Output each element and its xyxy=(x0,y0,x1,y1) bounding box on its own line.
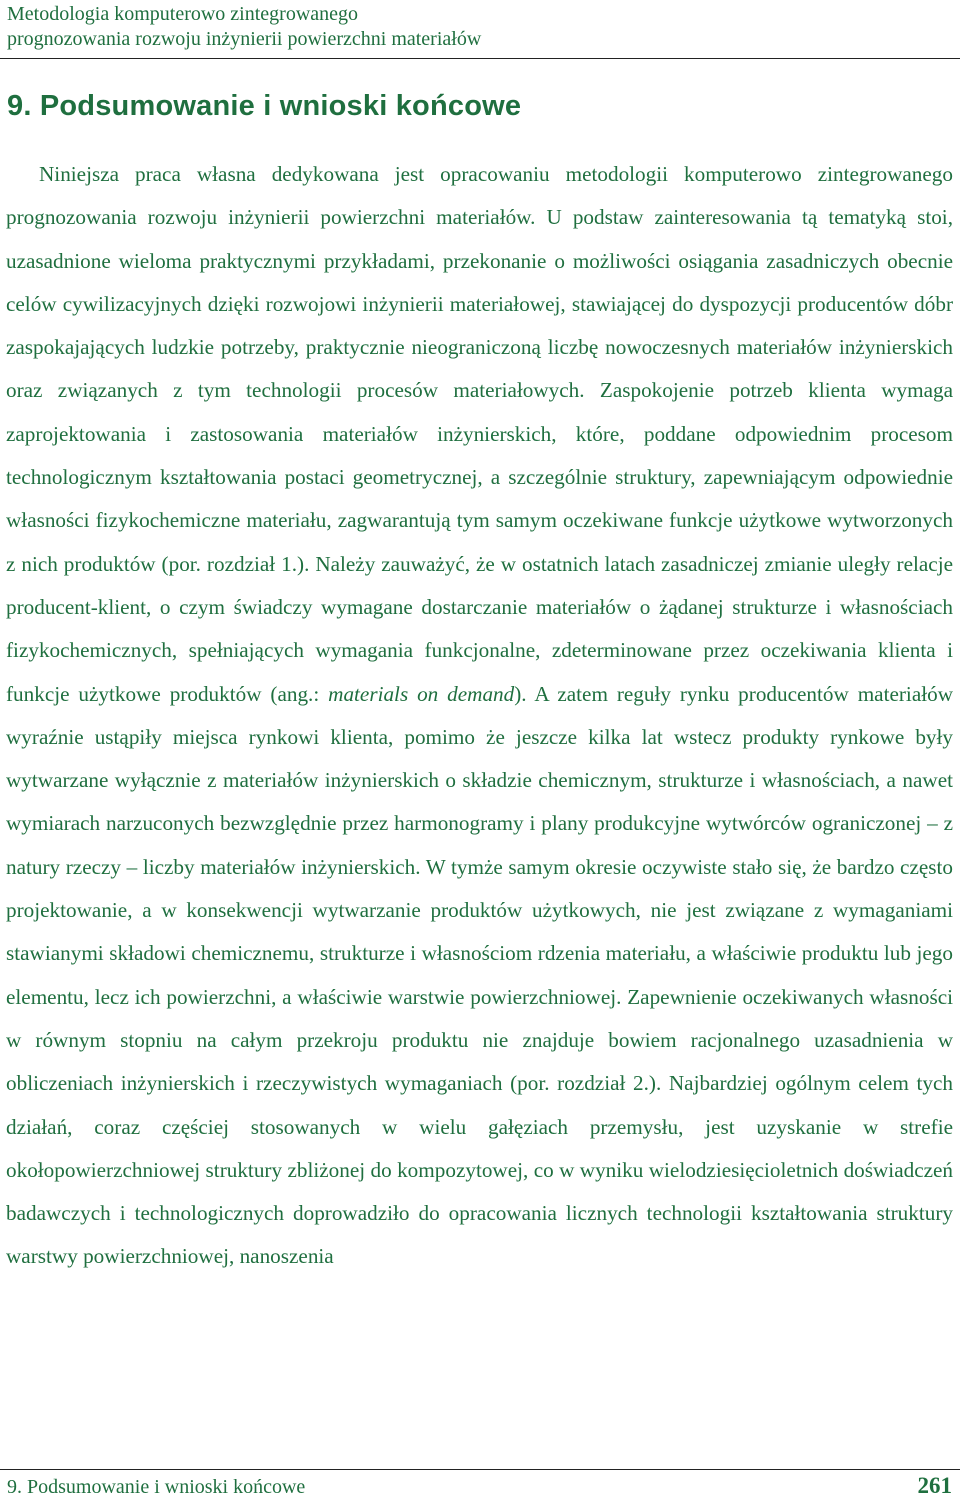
header-divider xyxy=(0,58,960,59)
footer-section-title: 9. Podsumowanie i wnioski końcowe xyxy=(7,1476,306,1498)
running-header-line-1: Metodologia komputerowo zintegrowanego xyxy=(7,3,359,25)
running-header-line-2: prognozowania rozwoju inżynierii powierzchni materiałów xyxy=(7,28,482,50)
paragraph-text-part-1: Niniejsza praca własna dedykowana jest opracowaniu metodologii komputerowo zintegrowanego prognozowania rozwoju inżynierii powierzchni materiałów. U podstaw zainteresowania tą tematyką stoi, uzasadnione wieloma praktycznymi przykładami, przekonanie o możliwości osiągania zasadniczych obecnie celów cywilizacyjnych dzięki rozwojowi inżynierii materiałowej, stawiającej do dyspozycji producentów dóbr zaspokajających ludzkie potrzeby, praktycznie nieograniczoną liczbę nowoczesnych materiałów inżynierskich oraz związanych z tym technologii procesów materiałowych. Zaspokojenie potrzeb klienta wymaga zaprojektowania i zastosowania materiałów inżynierskich, które, poddane odpowiednim procesom technologicznym kształtowania postaci geometrycznej, a szczególnie struktury, zapewniającym odpowiednie własności fizykochemiczne materiału, zagwarantują tym samym oczekiwane funkcje użytkowe wytworzonych z nich produktów (por. rozdział 1.). Należy zauważyć, że w ostatnich latach zasadniczej zmianie uległy relacje producent-klient, o czym świadczy wymagane dostarczanie materiałów o żądanej strukturze i własnościach fizykochemicznych, spełniających wymagania funkcjonalne, zdeterminowane przez oczekiwania klienta i funkcje użytkowe produktów (ang.: xyxy=(6,162,953,706)
page-number: 261 xyxy=(917,1473,952,1498)
paragraph-text-part-2: ). A zatem reguły rynku producentów materiałów wyraźnie ustąpiły miejsca rynkowi klienta, pomimo że jeszcze kilka lat wstecz produkty rynkowe były wytwarzane wyłącznie z materiałów inżynierskich o składzie chemicznym, strukturze i własnościach, a nawet wymiarach narzuconych bezwzględnie przez harmonogramy i plany produkcyjne wytwórców ograniczonej – z natury rzeczy – liczby materiałów inżynierskich. W tymże samym okresie oczywiste stało się, że bardzo często projektowanie, a w konsekwencji wytwarzanie produktów użytkowych, nie jest związane z wymaganiami stawianymi składowi chemicznemu, strukturze i własnościom rdzenia materiału, a właściwie produktu lub jego elementu, lecz ich powierzchni, a właściwie warstwie powierzchniowej. Zapewnienie oczekiwanych własności w równym stopniu na całym przekroju produktu nie znajduje bowiem racjonalnego uzasadnienia w obliczeniach inżynierskich i rzeczywistych wymaganiach (por. rozdział 2.). Najbardziej ogólnym celem tych działań, coraz częściej stosowanych w wielu gałęziach przemysłu, jest uzyskanie w strefie okołopowierzchniowej struktury zbliżonej do kompozytowej, co w wyniku wielodziesięcioletnich doświadczeń badawczych i technologicznych doprowadziło do opracowania licznych technologii kształtowania struktury warstwy powierzchniowej, nanoszenia xyxy=(6,681,953,1269)
section-title: 9. Podsumowanie i wnioski końcowe xyxy=(7,90,522,122)
running-header xyxy=(7,2,952,52)
paragraph-italic-term: materials on demand xyxy=(328,681,515,706)
body-paragraph xyxy=(6,153,953,1279)
footer-divider xyxy=(0,1469,960,1470)
